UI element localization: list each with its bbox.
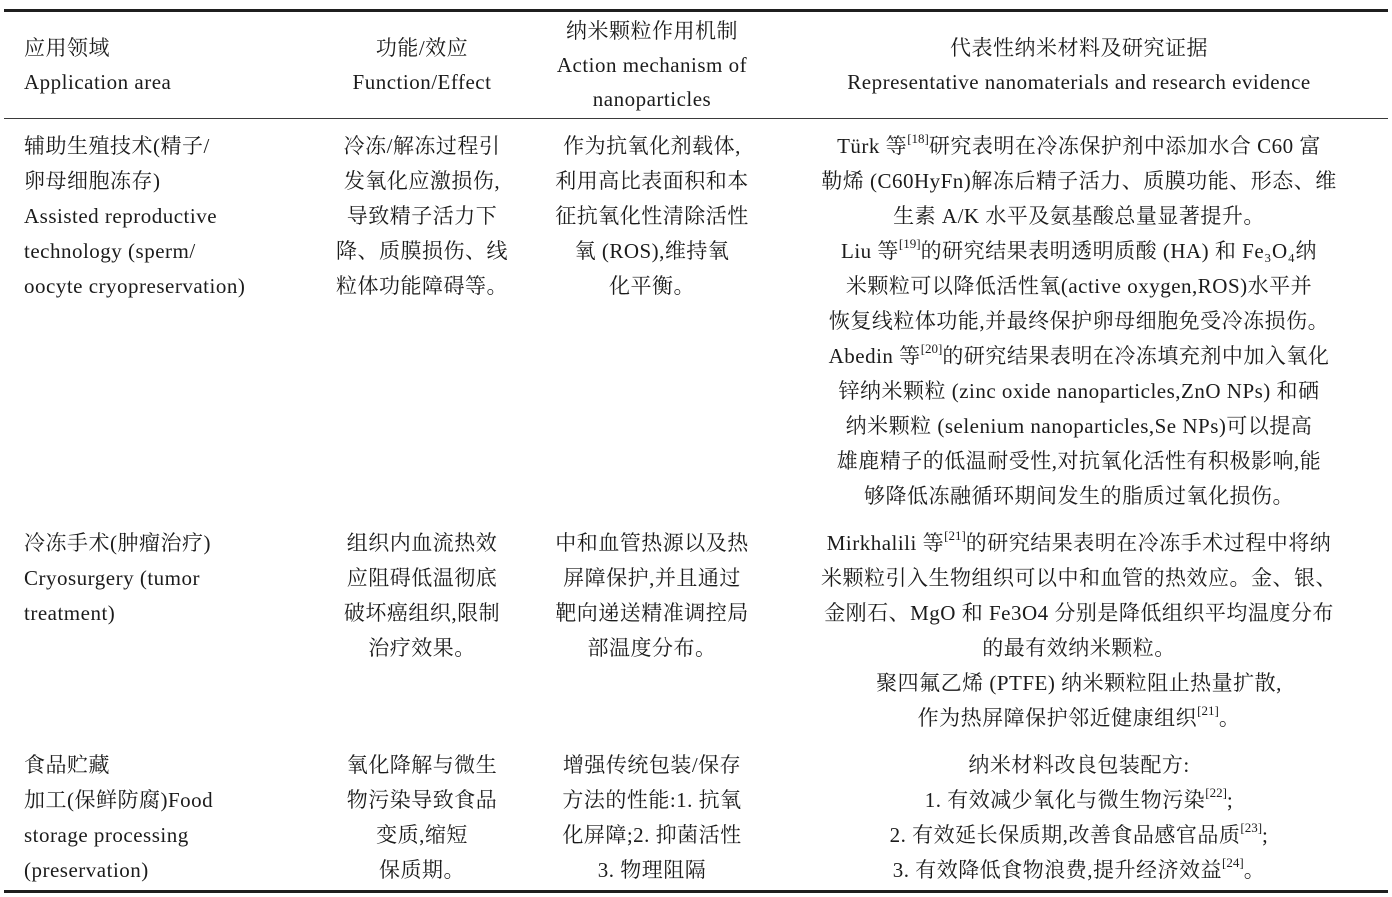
cell-line: 组织内血流热效 — [346, 531, 498, 555]
header-line: Representative nanomaterials and research evidence — [847, 70, 1311, 94]
table-row-1 — [0, 119, 1392, 516]
table-cell — [776, 748, 1382, 888]
header-line: Action mechanism of — [556, 53, 748, 77]
cell-line: 1. 有效减少氧化与微生物污染[22]; — [924, 785, 1234, 812]
cell-line: 利用高比表面积和本 — [555, 169, 749, 193]
header-line: 应用领域 — [24, 36, 110, 60]
cell-paragraph — [24, 748, 316, 888]
cell-line: 冷冻/解冻过程引 — [343, 134, 501, 158]
table-cell — [316, 526, 528, 736]
cell-line: 靶向递送精准调控局 — [555, 601, 749, 625]
cell-line: 纳米颗粒 (selenium nanoparticles,Se NPs)可以提高 — [845, 414, 1313, 438]
header-line: Application area — [24, 70, 172, 94]
cell-paragraph — [316, 748, 528, 888]
cell-line: 氧化降解与微生 — [346, 753, 498, 777]
cell-line: oocyte cryopreservation) — [24, 274, 246, 298]
cell-line: 化屏障;2. 抑菌活性 — [562, 823, 742, 847]
table-cell — [24, 129, 316, 514]
cell-paragraph — [776, 526, 1382, 666]
table-cell — [528, 748, 776, 888]
cell-line: 加工(保鲜防腐)Food — [24, 788, 214, 812]
cell-paragraph — [776, 234, 1382, 339]
cell-paragraph — [24, 526, 316, 631]
cell-line: 纳米材料改良包装配方: — [968, 753, 1190, 777]
table-cell — [528, 129, 776, 514]
cell-line: 的最有效纳米颗粒。 — [982, 636, 1176, 660]
cell-paragraph — [528, 526, 776, 666]
table-header — [0, 12, 1392, 118]
cell-line: 部温度分布。 — [587, 636, 717, 660]
cell-line: 锌纳米颗粒 (zinc oxide nanoparticles,ZnO NPs) 和硒 — [838, 379, 1320, 403]
table-cell — [24, 748, 316, 888]
cell-line: 辅助生殖技术(精子/ — [24, 134, 210, 158]
cell-line: 治疗效果。 — [368, 636, 476, 660]
cell-line: 3. 物理阻隔 — [597, 858, 707, 882]
cell-paragraph — [316, 526, 528, 666]
cell-paragraph — [776, 339, 1382, 514]
cell-paragraph — [776, 666, 1382, 736]
cell-line: 金刚石、MgO 和 Fe3O4 分别是降低组织平均温度分布 — [824, 601, 1334, 625]
cell-line: 保质期。 — [379, 858, 465, 882]
cell-line: 雄鹿精子的低温耐受性,对抗氧化活性有积极影响,能 — [836, 449, 1322, 473]
table-cell — [24, 526, 316, 736]
cell-line: 应阻碍低温彻底 — [346, 566, 498, 590]
cell-line: 变质,缩短 — [376, 823, 468, 847]
cell-line: 冷冻手术(肿瘤治疗) — [24, 531, 211, 555]
cell-line: Abedin 等[20]的研究结果表明在冷冻填充剂中加入氧化 — [828, 341, 1330, 368]
cell-line: 化平衡。 — [609, 274, 695, 298]
cell-line: (preservation) — [24, 858, 149, 882]
cell-line: 聚四氟乙烯 (PTFE) 纳米颗粒阻止热量扩散, — [876, 671, 1282, 695]
cell-line: 增强传统包装/保存 — [562, 753, 742, 777]
cell-paragraph — [776, 129, 1382, 234]
cell-line: 米颗粒引入生物组织可以中和血管的热效应。金、银、 — [821, 566, 1337, 590]
cell-paragraph — [528, 129, 776, 304]
cell-line: 降、质膜损伤、线 — [336, 239, 508, 263]
header-line: Function/Effect — [352, 70, 492, 94]
cell-line: treatment) — [24, 601, 116, 625]
table-bottom-rule — [4, 890, 1388, 893]
cell-line: Liu 等[19]的研究结果表明透明质酸 (HA) 和 Fe₃O₄纳 — [841, 236, 1317, 263]
header-line: nanoparticles — [592, 87, 712, 111]
cell-line: 方法的性能:1. 抗氧 — [562, 788, 742, 812]
table-body — [0, 119, 1392, 890]
cell-line: 中和血管热源以及热 — [555, 531, 749, 555]
table-cell — [316, 748, 528, 888]
cell-line: 屏障保护,并且通过 — [563, 566, 741, 590]
cell-line: 食品贮藏 — [24, 753, 110, 777]
cell-line: 粒体功能障碍等。 — [336, 274, 508, 298]
column-header-application-area — [24, 12, 316, 118]
cell-line: 2. 有效延长保质期,改善食品感官品质[23]; — [889, 820, 1269, 847]
cell-line: 作为抗氧化剂载体, — [563, 134, 741, 158]
table-cell — [528, 526, 776, 736]
header-line: 纳米颗粒作用机制 — [566, 19, 738, 43]
table-cell — [776, 526, 1382, 736]
table-row-3 — [0, 738, 1392, 890]
cell-line: 够降低冻融循环期间发生的脂质过氧化损伤。 — [864, 484, 1294, 508]
cell-line: technology (sperm/ — [24, 239, 196, 263]
table-cell — [316, 129, 528, 514]
cell-line: Cryosurgery (tumor — [24, 566, 201, 590]
cell-line: 物污染导致食品 — [346, 788, 498, 812]
column-header-function-effect — [316, 12, 528, 118]
cell-line: 米颗粒可以降低活性氧(active oxygen,ROS)水平并 — [845, 274, 1313, 298]
cell-line: 发氧化应激损伤, — [343, 169, 501, 193]
cell-paragraph — [24, 129, 316, 304]
cell-line: 恢复线粒体功能,并最终保护卵母细胞免受冷冻损伤。 — [828, 309, 1330, 333]
cell-line: Mirkhalili 等[21]的研究结果表明在冷冻手术过程中将纳 — [826, 528, 1332, 555]
cell-line: 生素 A/K 水平及氨基酸总量显著提升。 — [893, 204, 1265, 228]
cell-line: 氧 (ROS),维持氧 — [574, 239, 730, 263]
cell-paragraph — [776, 748, 1382, 888]
cell-line: Türk 等[18]研究表明在冷冻保护剂中添加水合 C60 富 — [837, 131, 1321, 158]
cell-line: 作为热屏障保护邻近健康组织[21]。 — [917, 703, 1241, 730]
cell-line: 卵母细胞冻存) — [24, 169, 161, 193]
top-margin — [0, 0, 1392, 9]
cell-line: 勒烯 (C60HyFn)解冻后精子活力、质膜功能、形态、维 — [821, 169, 1337, 193]
cell-line: storage processing — [24, 823, 189, 847]
table-row-2 — [0, 516, 1392, 738]
column-header-action-mechanism — [528, 12, 776, 118]
header-line: 功能/效应 — [375, 36, 469, 60]
cell-line: 征抗氧化性清除活性 — [555, 204, 749, 228]
column-header-representative-nanomaterials — [776, 12, 1382, 118]
cell-line: 导致精子活力下 — [346, 204, 498, 228]
header-line: 代表性纳米材料及研究证据 — [950, 36, 1208, 60]
cell-paragraph — [528, 748, 776, 888]
cell-line: 破坏癌组织,限制 — [343, 601, 501, 625]
cell-paragraph — [316, 129, 528, 304]
cell-line: 3. 有效降低食物浪费,提升经济效益[24]。 — [892, 855, 1266, 882]
cell-line: Assisted reproductive — [24, 204, 218, 228]
table-cell — [776, 129, 1382, 514]
